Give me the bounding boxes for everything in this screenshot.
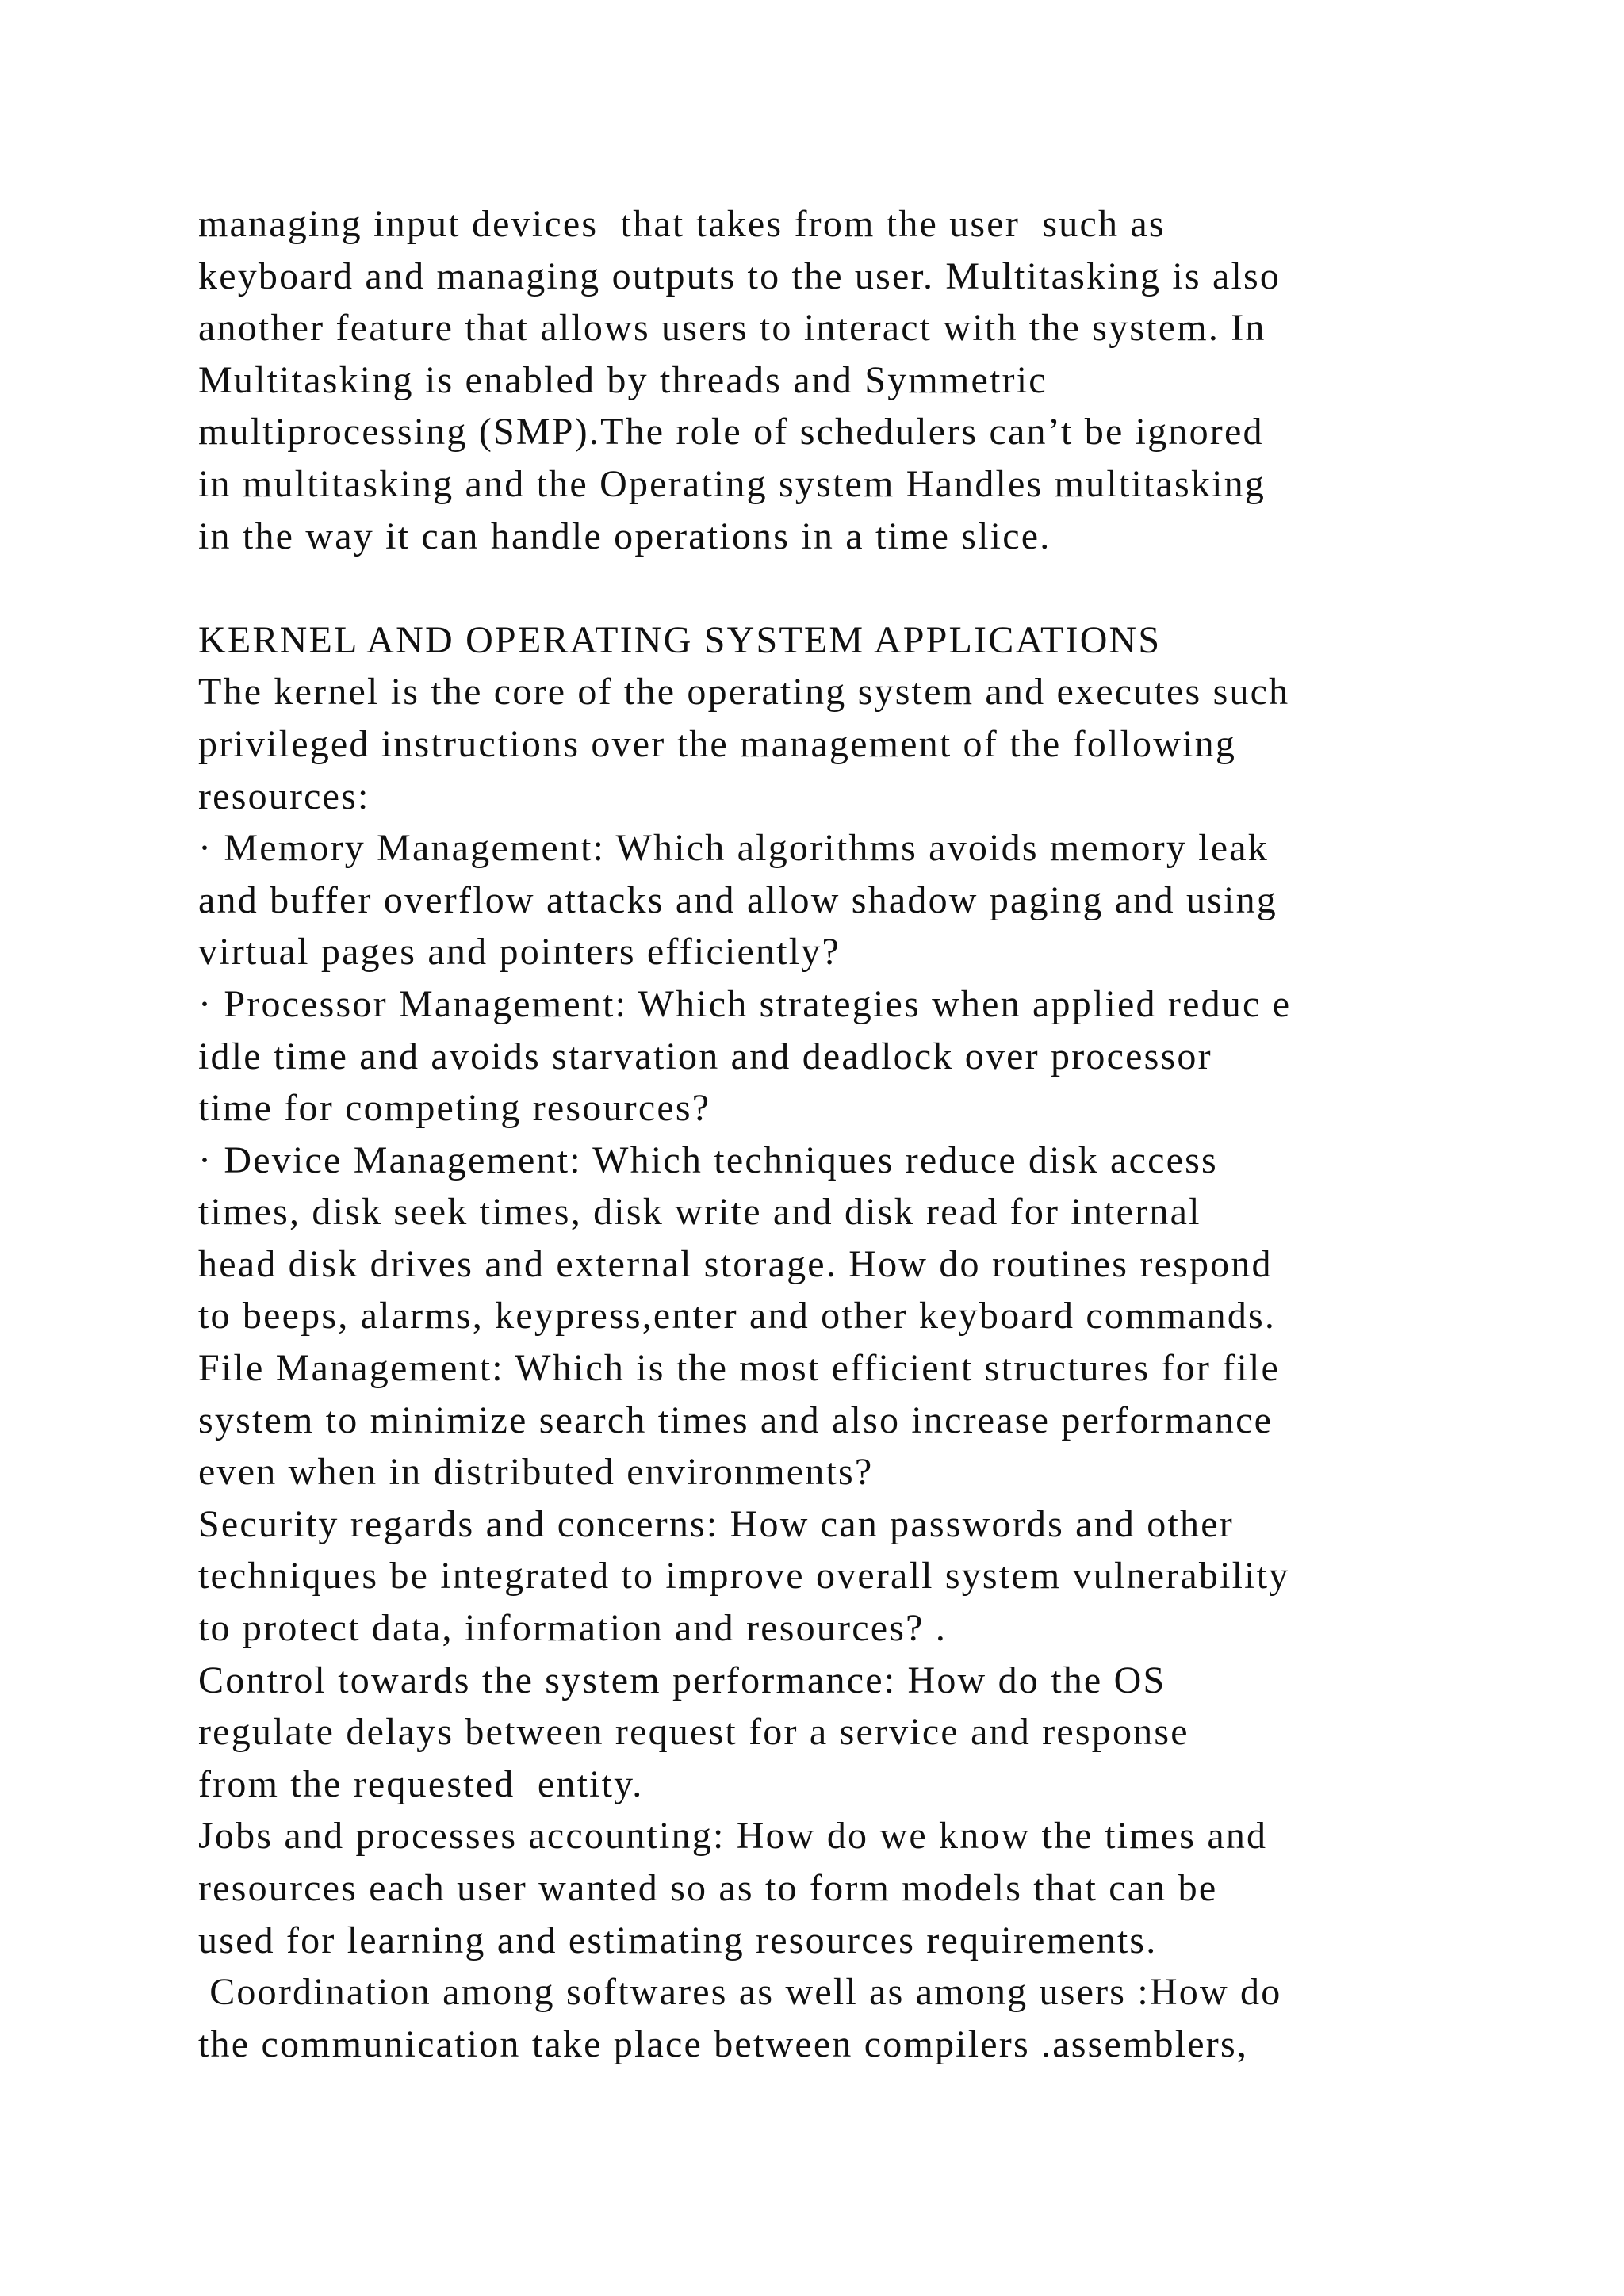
body-line-8: idle time and avoids starvation and deadlock over processor (198, 1035, 1212, 1077)
body-line-11: times, disk seek times, disk write and disk read for internal (198, 1191, 1201, 1234)
body-line-16: even when in distributed environments? (198, 1451, 874, 1494)
intro-line-6: in multitasking and the Operating system Handles multitasking (198, 462, 1266, 505)
body-line-7: · Processor Management: Which strategies when applied reduc e (198, 982, 1292, 1025)
body-line-6: virtual pages and pointers efficiently? (198, 931, 841, 974)
body-line-5: and buffer overflow attacks and allow shadow paging and using (198, 878, 1277, 921)
intro-line-3: another feature that allows users to interact with the system. In (198, 307, 1266, 350)
paragraph-gap (198, 562, 1467, 614)
body-line-21: regulate delays between request for a service and response (198, 1711, 1189, 1754)
body-line-14: File Management: Which is the most efficient structures for file (198, 1347, 1281, 1390)
section-heading: KERNEL AND OPERATING SYSTEM APPLICATIONS (198, 618, 1162, 661)
body-line-9: time for competing resources? (198, 1087, 711, 1130)
intro-line-7: in the way it can handle operations in a time slice. (198, 515, 1051, 557)
intro-line-2: keyboard and managing outputs to the user. Multitasking is also (198, 254, 1281, 297)
body-line-20: Control towards the system performance: How do the OS (198, 1659, 1166, 1701)
body-line-25: used for learning and estimating resources requirements. (198, 1919, 1158, 1961)
body-line-24: resources each user wanted so as to form models that can be (198, 1867, 1218, 1909)
body-line-13: to beeps, alarms, keypress,enter and other keyboard commands. (198, 1295, 1277, 1337)
intro-line-4: Multitasking is enabled by threads and Symmetric (198, 358, 1048, 401)
body-line-15: system to minimize search times and also increase performance (198, 1399, 1274, 1441)
body-line-4: · Memory Management: Which algorithms avoids memory leak (198, 827, 1270, 870)
body-line-3: resources: (198, 775, 370, 817)
body-line-19: to protect data, information and resources? . (198, 1607, 948, 1650)
intro-line-5: multiprocessing (SMP).The role of schedulers can’t be ignored (198, 411, 1264, 453)
intro-line-1: managing input devices that takes from the user such as (198, 203, 1166, 245)
body-line-18: techniques be integrated to improve overall system vulnerability (198, 1555, 1290, 1598)
body-line-22: from the requested entity. (198, 1762, 644, 1805)
body-line-1: The kernel is the core of the operating system and executes such (198, 671, 1290, 714)
body-line-2: privileged instructions over the management of the following (198, 722, 1237, 765)
document-text (198, 198, 1467, 2070)
body-line-26: Coordination among softwares as well as among users :How do (198, 1971, 1282, 2014)
body-line-10: · Device Management: Which techniques reduce disk access (198, 1138, 1218, 1181)
body-line-17: Security regards and concerns: How can passwords and other (198, 1502, 1234, 1545)
body-line-27: the communication take place between compilers .assemblers, (198, 2022, 1249, 2065)
body-line-12: head disk drives and external storage. How do routines respond (198, 1242, 1273, 1285)
body-line-23: Jobs and processes accounting: How do we know the times and (198, 1815, 1268, 1858)
